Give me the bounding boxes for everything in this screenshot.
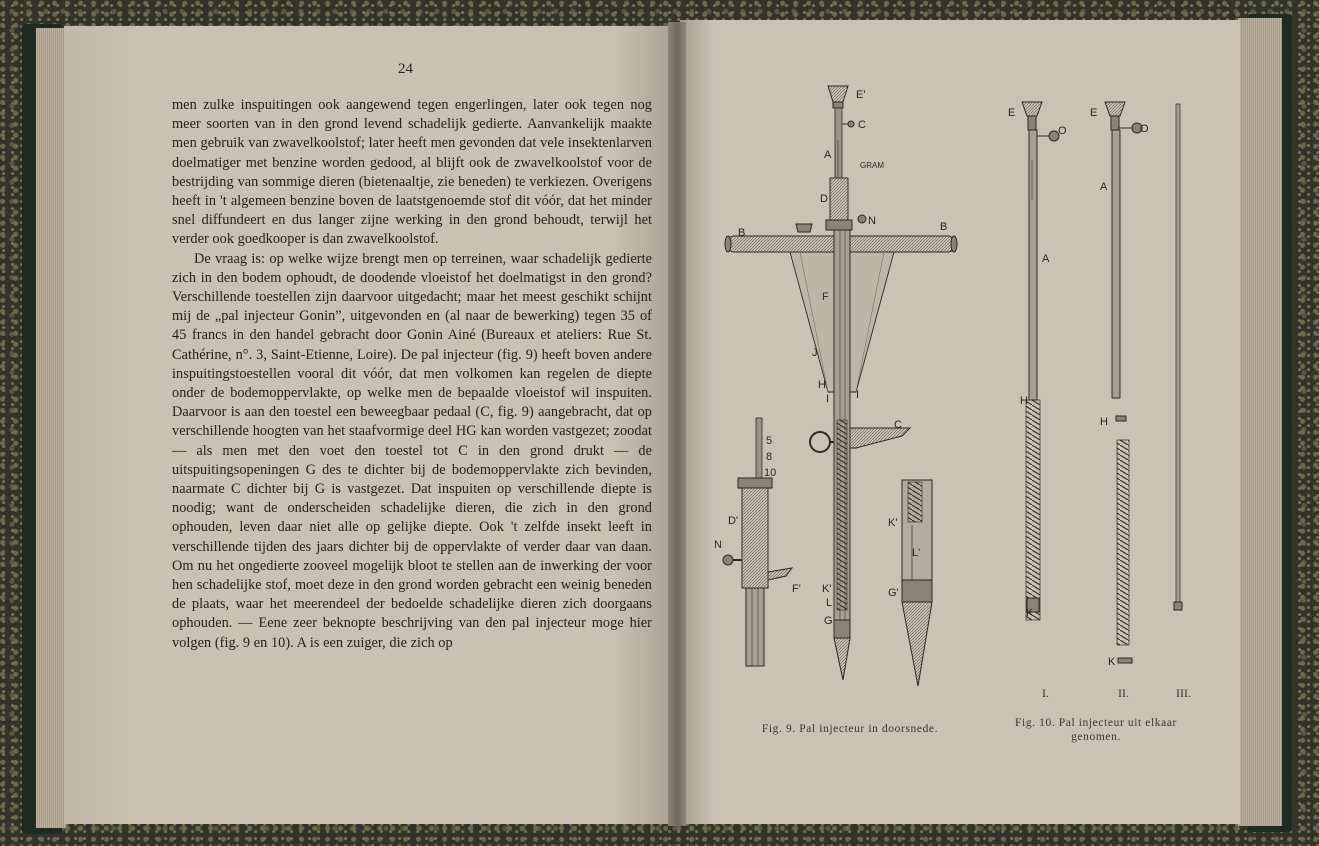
label-d-prime: D'	[728, 515, 739, 527]
label-e2: E	[1090, 107, 1098, 119]
label-e1: E	[1008, 107, 1016, 119]
label-k2: K	[1108, 656, 1116, 668]
label-h2: H	[1100, 416, 1108, 428]
label-n-small: N	[714, 539, 722, 551]
label-e-prime: E'	[856, 89, 866, 101]
label-l-prime: L'	[912, 547, 921, 559]
part-label-i: I.	[1042, 686, 1049, 700]
part-label-ii: II.	[1118, 686, 1129, 700]
page-number: 24	[398, 61, 413, 77]
label-n: N	[868, 215, 876, 227]
label-a: A	[824, 149, 832, 161]
label-i-right: I	[856, 389, 860, 401]
part-label-iii: III.	[1176, 686, 1191, 700]
label-scale-8: 8	[766, 451, 773, 463]
fig9-detail-left	[723, 418, 792, 666]
label-b-left: B	[738, 227, 746, 239]
right-page-edges	[1238, 18, 1282, 826]
label-c-pedal: C	[894, 419, 902, 431]
fig9-caption: Fig. 9. Pal injecteur in doorsnede.	[761, 723, 939, 735]
fig10-part-ii	[1105, 102, 1142, 663]
label-b-right: B	[940, 221, 948, 233]
label-c-top: C	[858, 119, 866, 131]
label-a1: A	[1042, 253, 1050, 265]
fig10-part-iii	[1174, 104, 1182, 610]
label-scale-5: 5	[766, 435, 773, 447]
paragraph-2: De vraag is: op welke wijze brengt men op terreinen, waar schadelijk gedierte zich in den bodem ophoudt, de doodende vloeistof het doelmatigst in den grond? Verschillende toestellen zijn daarvoor uitgedacht; maar het meest geschikt schijnt mij de „pal injecteur Gonin”, uitgevonden en (al naar de bewerking) tegen 35 of 45 francs in den handel gebracht door Gonin Ainé (Bureaux et ateliers: Rue St. Cathérine, n°. 3, Saint-Etienne, Loire). De pal injecteur (fig. 9) heeft boven andere inspuitingstoestellen vooral dit vóór, dat men volkomen kan regelen de diepte onder de bodemoppervlakte, op welke men de bepaalde vloeistof wil inspuiten. Daarvoor is aan den toestel een beweegbaar pedaal (C, fig. 9) aangebracht, dat op verschillende hoogten van het staafvormige deel HG kan worden vastgezet; zoodat — als men met den voet den toestel tot C in den grond drukt — de uitspuitingsopeningen G des te dichter bij de bodemoppervlakte zich bevinden, naarmate C dichter bij G is vastgezet. Dat inspuiten op verschillende diepte is noodig; want de onderscheiden schadelijke dieren, die zich in den grond ophouden, leven daar niet alle op gelijke diepte. Ook 't zelfde insekt leeft in verschillende tijden des jaars dichter bij de oppervlakte of verder daar van daan. Om nu het ongedierte zooveel mogelijk bloot te stellen aan de inwerking der voor hen schadelijke stof, moet deze in den grond worden gebracht een weinig beneden de plaats, waar het meerendeel der bedoelde schadelijke dieren zich doorgaans ophouden. — Eene zeer beknopte beschrijving van den pal injecteur moge hier volgen (fig. 9 en 10). A is een zuiger, die zich op	[172, 250, 652, 651]
label-gram: GRAM	[860, 161, 884, 170]
label-f: F	[822, 291, 829, 303]
label-o1: O	[1058, 125, 1067, 137]
fig10-part-i	[1022, 102, 1059, 620]
label-j: J	[812, 347, 818, 359]
label-k1: K	[1026, 607, 1034, 619]
label-h: H	[818, 379, 826, 391]
page-body-text	[172, 96, 652, 653]
label-l: L	[826, 597, 833, 609]
label-o2: O	[1140, 123, 1149, 135]
label-f-prime: F'	[792, 583, 801, 595]
fig10-caption: Fig. 10. Pal injecteur uit elkaar genomen.	[1015, 717, 1177, 743]
paragraph-1: men zulke inspuitingen ook aangewend tegen engerlingen, later ook tegen nog meer soorten van in den grond levend schadelijk gedierte. Aanvankelijk maakte men gebruik van zwavelkoolstof; later heeft men gevonden dat vele insektenlarven doelmatiger met benzine worden gedood, al blijft ook de zwavelkoolstof voor de bestrijding van sommige dieren (bietenaaltje, zie beneden) te verkiezen. Overigens heeft in 't algemeen benzine boven de laatstgenoemde stof dit vóór, dat het minder snel diffundeert en dus langer zijne werking in den grond behoudt, terwijl het verder ook goedkooper is dan zwavelkoolstof.	[172, 97, 652, 248]
label-scale-10: 10	[764, 467, 777, 479]
label-k-prime-detail: K'	[888, 517, 898, 529]
label-d: D	[820, 193, 828, 205]
left-page-edges	[36, 28, 66, 828]
label-g-prime: G'	[888, 587, 899, 599]
label-k-prime: K'	[822, 583, 832, 595]
figure-illustrations	[680, 20, 1240, 720]
label-a2: A	[1100, 181, 1108, 193]
label-h1: H	[1020, 395, 1028, 407]
label-g: G	[824, 615, 833, 627]
label-i-left: I	[826, 393, 830, 405]
fig9-detail-right	[902, 480, 932, 686]
